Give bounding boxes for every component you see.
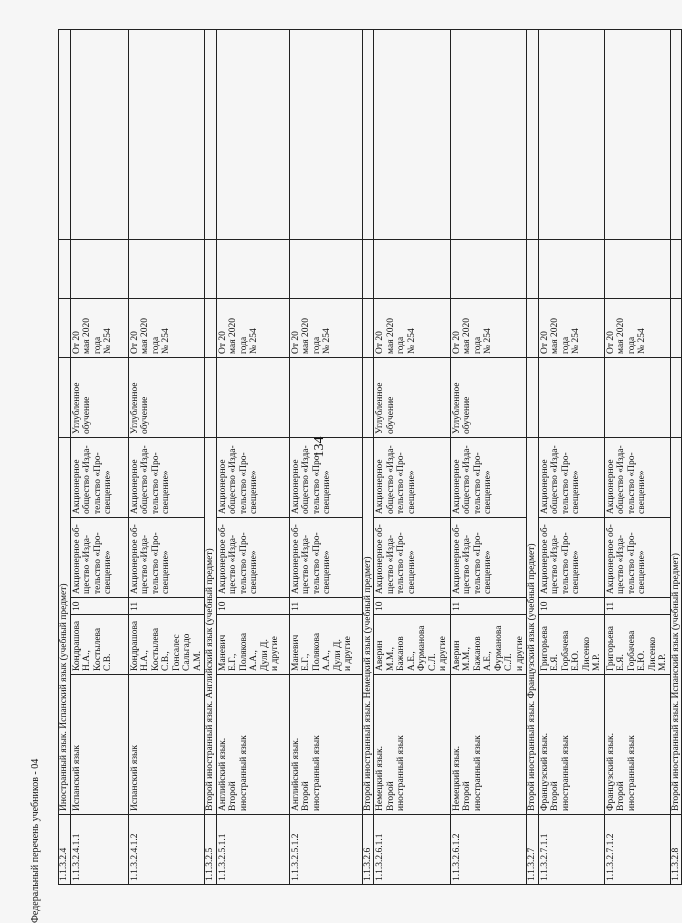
grade: 11 bbox=[128, 598, 205, 615]
textbook-table bbox=[58, 29, 682, 885]
grade: 11 bbox=[450, 598, 527, 615]
textbook-name: Французский язык. Второй иностранный язык bbox=[604, 675, 670, 815]
publisher-cell: Акционерное об- щество «Изда- тельство «Про- свещение» bbox=[374, 518, 451, 598]
textbook-authors: Кондрашова Н.А., Костылева С.В., Гонсалес Сальгадо А.М. bbox=[128, 615, 205, 675]
empty-cell bbox=[205, 357, 217, 437]
grade: 10 bbox=[374, 598, 451, 615]
table-row bbox=[70, 29, 128, 884]
empty-cell bbox=[216, 29, 289, 239]
empty-cell bbox=[604, 239, 670, 298]
grade: 10 bbox=[216, 598, 289, 615]
empty-cell bbox=[538, 239, 604, 298]
empty-cell bbox=[450, 239, 527, 298]
textbook-authors: Маневич Е.Г., Полякова А.А., Дули Д. и другие bbox=[289, 615, 362, 675]
empty-cell bbox=[289, 239, 362, 298]
empty-cell bbox=[538, 29, 604, 239]
empty-cell bbox=[374, 239, 451, 298]
publisher-cell-2: Акционерное общество «Изда- тельство «Про- свещение» bbox=[450, 437, 527, 517]
textbook-name: Английский язык. Второй иностранный язык bbox=[289, 675, 362, 815]
textbook-authors: Григорьева Е.Я. Горбачева Е.Ю. Лисенко М.Р. bbox=[604, 615, 670, 675]
section-row bbox=[205, 29, 217, 884]
empty-cell bbox=[59, 357, 71, 437]
empty-cell bbox=[216, 239, 289, 298]
publisher-cell: Акционерное об- щество «Изда- тельство «Про- свещение» bbox=[216, 518, 289, 598]
section-row bbox=[670, 29, 682, 884]
empty-cell bbox=[59, 29, 71, 239]
row-code: 1.1.3.2.4.1.1 bbox=[70, 815, 128, 885]
publisher-cell-2: Акционерное общество «Изда- тельство «Про- свещение» bbox=[128, 437, 205, 517]
section-code: 1.1.3.2.7 bbox=[527, 815, 539, 885]
empty-cell bbox=[527, 298, 539, 357]
row-code: 1.1.3.2.6.1.1 bbox=[374, 815, 451, 885]
publisher-cell: Акционерное об- щество «Изда- тельство «Про- свещение» bbox=[538, 518, 604, 598]
publisher-cell: Акционерное об- щество «Изда- тельство «Про- свещение» bbox=[604, 518, 670, 598]
empty-cell bbox=[604, 29, 670, 239]
publisher-cell: Акционерное об- щество «Изда- тельство «Про- свещение» bbox=[289, 518, 362, 598]
publisher-cell: Акционерное об- щество «Изда- тельство «Про- свещение» bbox=[128, 518, 205, 598]
textbook-name: Испанский язык bbox=[70, 675, 128, 815]
empty-cell bbox=[205, 298, 217, 357]
order-date: От 20 мая 2020 года № 254 bbox=[374, 298, 451, 357]
empty-cell bbox=[205, 29, 217, 239]
publisher-cell: Акционерное об- щество «Изда- тельство «Про- свещение» bbox=[450, 518, 527, 598]
empty-cell bbox=[670, 29, 682, 239]
table-row bbox=[538, 29, 604, 884]
empty-cell bbox=[128, 29, 205, 239]
study-level: Углубленное обучение bbox=[450, 357, 527, 437]
empty-cell bbox=[362, 29, 374, 239]
order-date: От 20 мая 2020 года № 254 bbox=[70, 298, 128, 357]
publisher-cell-2: Акционерное общество «Изда- тельство «Про- свещение» bbox=[604, 437, 670, 517]
row-code: 1.1.3.2.5.1.2 bbox=[289, 815, 362, 885]
section-title: Второй иностранный язык. Испанский язык (учебный предмет) bbox=[670, 437, 682, 814]
empty-cell bbox=[70, 29, 128, 239]
empty-cell bbox=[289, 29, 362, 239]
order-date: От 20 мая 2020 года № 254 bbox=[128, 298, 205, 357]
section-row bbox=[527, 29, 539, 884]
textbook-authors: Аверин М.М., Бажанов А.Е., Фурманова С.Л. и другие bbox=[374, 615, 451, 675]
study-level: Углубленное обучение bbox=[374, 357, 451, 437]
section-title: Иностранный язык. Испанский язык (учебный предмет) bbox=[59, 437, 71, 814]
textbook-authors: Аверин М.М., Бажанов А.Е., Фурманова С.Л. и другие bbox=[450, 615, 527, 675]
textbook-name: Английский язык. Второй иностранный язык bbox=[216, 675, 289, 815]
section-code: 1.1.3.2.4 bbox=[59, 815, 71, 885]
order-date: От 20 мая 2020 года № 254 bbox=[216, 298, 289, 357]
empty-cell bbox=[450, 29, 527, 239]
study-level bbox=[216, 357, 289, 437]
empty-cell bbox=[374, 29, 451, 239]
publisher-cell: Акционерное об- щество «Изда- тельство «Про- свещение» bbox=[70, 518, 128, 598]
empty-cell bbox=[205, 239, 217, 298]
empty-cell bbox=[670, 357, 682, 437]
table-row bbox=[374, 29, 451, 884]
grade: 10 bbox=[538, 598, 604, 615]
section-row bbox=[362, 29, 374, 884]
table-row bbox=[289, 29, 362, 884]
study-level: Углубленное обучение bbox=[70, 357, 128, 437]
section-row bbox=[59, 29, 71, 884]
empty-cell bbox=[362, 239, 374, 298]
order-date: От 20 мая 2020 года № 254 bbox=[604, 298, 670, 357]
publisher-cell-2: Акционерное общество «Изда- тельство «Про- свещение» bbox=[289, 437, 362, 517]
empty-cell bbox=[59, 298, 71, 357]
empty-cell bbox=[527, 29, 539, 239]
section-title: Второй иностранный язык. Немецкий язык (учебный предмет) bbox=[362, 437, 374, 814]
textbook-name: Испанский язык bbox=[128, 675, 205, 815]
publisher-cell-2: Акционерное общество «Изда- тельство «Про- свещение» bbox=[538, 437, 604, 517]
publisher-cell-2: Акционерное общество «Изда- тельство «Про- свещение» bbox=[374, 437, 451, 517]
section-code: 1.1.3.2.5 bbox=[205, 815, 217, 885]
textbook-authors: Григорьева Е.Я. Горбачева Е.Ю. Лисенко М.Р. bbox=[538, 615, 604, 675]
textbook-name: Немецкий язык. Второй иностранный язык bbox=[374, 675, 451, 815]
publisher-cell-2: Акционерное общество «Изда- тельство «Про- свещение» bbox=[70, 437, 128, 517]
empty-cell bbox=[362, 357, 374, 437]
empty-cell bbox=[362, 298, 374, 357]
table-row bbox=[128, 29, 205, 884]
empty-cell bbox=[670, 298, 682, 357]
section-title: Второй иностранный язык. Английский язык (учебный предмет) bbox=[205, 437, 217, 814]
empty-cell bbox=[128, 239, 205, 298]
table-container bbox=[58, 30, 681, 885]
row-code: 1.1.3.2.5.1.1 bbox=[216, 815, 289, 885]
section-code: 1.1.3.2.6 bbox=[362, 815, 374, 885]
section-title: Второй иностранный язык. Французский язык (учебный предмет) bbox=[527, 437, 539, 814]
table-row bbox=[450, 29, 527, 884]
row-code: 1.1.3.2.7.1.1 bbox=[538, 815, 604, 885]
row-code: 1.1.3.2.6.1.2 bbox=[450, 815, 527, 885]
page-footer: Федеральный перечень учебников - 04 bbox=[30, 758, 41, 923]
empty-cell bbox=[527, 239, 539, 298]
order-date: От 20 мая 2020 года № 254 bbox=[538, 298, 604, 357]
empty-cell bbox=[59, 239, 71, 298]
empty-cell bbox=[527, 357, 539, 437]
order-date: От 20 мая 2020 года № 254 bbox=[450, 298, 527, 357]
empty-cell bbox=[670, 239, 682, 298]
table-row bbox=[216, 29, 289, 884]
page-number: 134 bbox=[312, 436, 327, 458]
study-level bbox=[289, 357, 362, 437]
publisher-cell-2: Акционерное общество «Изда- тельство «Про- свещение» bbox=[216, 437, 289, 517]
grade: 10 bbox=[70, 598, 128, 615]
study-level bbox=[604, 357, 670, 437]
study-level bbox=[538, 357, 604, 437]
textbook-authors: Маневич Е.Г., Полякова А.А., Дули Д. и другие bbox=[216, 615, 289, 675]
order-date: От 20 мая 2020 года № 254 bbox=[289, 298, 362, 357]
row-code: 1.1.3.2.4.1.2 bbox=[128, 815, 205, 885]
textbook-authors: Кондрашова Н.А., Костылева С.В. bbox=[70, 615, 128, 675]
table-row bbox=[604, 29, 670, 884]
row-code: 1.1.3.2.7.1.2 bbox=[604, 815, 670, 885]
section-code: 1.1.3.2.8 bbox=[670, 815, 682, 885]
empty-cell bbox=[70, 239, 128, 298]
textbook-name: Французский язык. Второй иностранный язык bbox=[538, 675, 604, 815]
study-level: Углубленное обучение bbox=[128, 357, 205, 437]
textbook-name: Немецкий язык. Второй иностранный язык bbox=[450, 675, 527, 815]
rotated-table bbox=[58, 30, 681, 885]
grade: 11 bbox=[604, 598, 670, 615]
grade: 11 bbox=[289, 598, 362, 615]
